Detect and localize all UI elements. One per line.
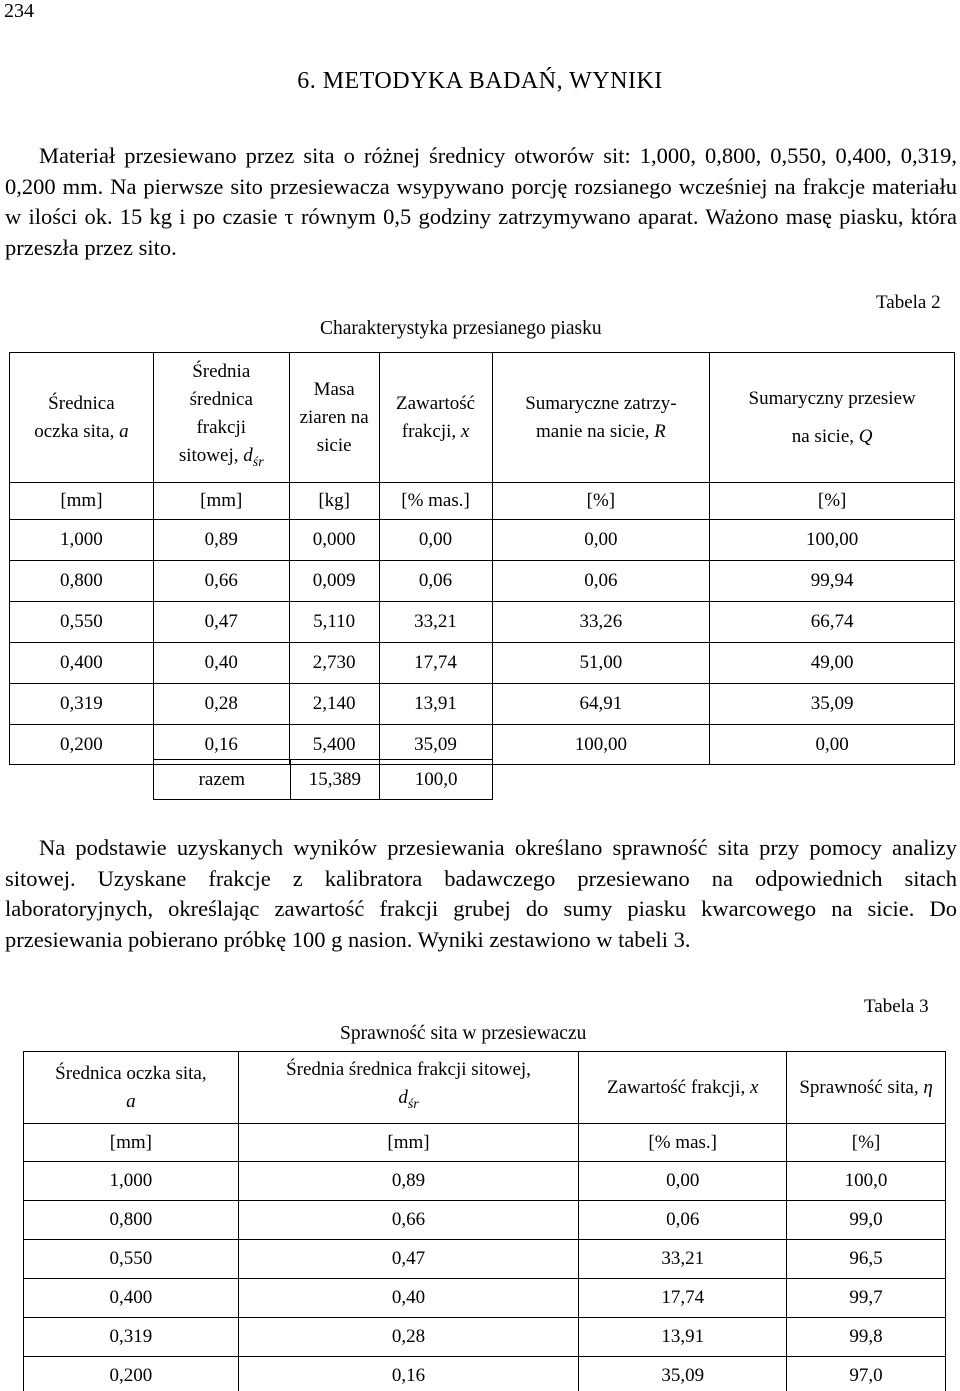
t2-cell: 33,26 [492,602,710,643]
table-3-header-row [24,1052,946,1124]
t2-cell: 2,730 [289,643,379,684]
t2-cell: 35,09 [710,684,955,725]
t2-cell: 0,16 [153,725,289,765]
t2-cell: 0,800 [10,561,154,602]
t2-cell: 100,00 [710,520,955,561]
t2-header-mean-diameter: Średnia średnica frakcji sitowej, $d_{śr}$ [153,353,289,483]
t3-cell: 1,000 [24,1162,239,1201]
table-3-units-row [24,1124,946,1162]
t3-cell: 33,21 [579,1240,787,1279]
t3-cell: 0,40 [238,1279,579,1318]
t2-cell: 0,40 [153,643,289,684]
paragraph-1 [5,141,957,263]
page-number: 234 [4,0,34,22]
t3-cell: 35,09 [579,1357,787,1391]
table-2 [9,352,955,765]
t3-header-fraction-content: Zawartość frakcji, x [579,1052,787,1124]
t3-cell: 96,5 [787,1240,946,1279]
t3-cell: 17,74 [579,1279,787,1318]
t2-unit: [mm] [153,483,289,520]
table-row [10,643,955,684]
t2-cell: 99,94 [710,561,955,602]
paragraph-2-text: Na podstawie uzyskanych wyników przesiewania określano sprawność sita przy pomocy analizy sitowej. Uzyskane frakcje z kalibratora badawczego przesiewano na odpowiednich sitach laboratoryjnych, określając zawartość frakcji grubej do sumy piasku kwarcowego na sicie. Do przesiewania pobierano próbkę 100 g nasion. Wyniki zestawiono w tabeli 3. [5,835,957,952]
t2-cell: 0,06 [379,561,492,602]
t2-cell: 5,110 [289,602,379,643]
t2-unit: [%] [710,483,955,520]
t2-header-sieve-diameter: Średnica oczka sita, a [10,353,154,483]
table-row [24,1279,946,1318]
t2-cell: 35,09 [379,725,492,765]
t3-header-efficiency: Sprawność sita, η [787,1052,946,1124]
t3-cell: 99,7 [787,1279,946,1318]
table-2-total [153,759,493,800]
t3-unit: [mm] [238,1124,579,1162]
t2-cell: 100,00 [492,725,710,765]
t2-unit: [kg] [289,483,379,520]
t3-cell: 0,200 [24,1357,239,1391]
t2-unit: [% mas.] [379,483,492,520]
t2-cell: 13,91 [379,684,492,725]
t2-header-grain-mass: Masa ziaren na sicie [289,353,379,483]
t2-cell: 0,00 [710,725,955,765]
t3-cell: 0,400 [24,1279,239,1318]
table-2-total-row [154,760,493,800]
t2-cell: 0,319 [10,684,154,725]
t3-cell: 13,91 [579,1318,787,1357]
t2-total-content: 100,0 [380,760,493,800]
table-row [10,520,955,561]
t3-cell: 0,800 [24,1201,239,1240]
t3-header-mean-diameter: Średnia średnica frakcji sitowej, $d_{śr}$ [238,1052,579,1124]
t2-cell: 49,00 [710,643,955,684]
t2-total-label: razem [154,760,291,800]
t2-cell: 51,00 [492,643,710,684]
t3-cell: 100,0 [787,1162,946,1201]
table-3-label: Tabela 3 [864,996,929,1017]
t3-cell: 0,28 [238,1318,579,1357]
table-row [24,1162,946,1201]
t3-cell: 0,00 [579,1162,787,1201]
t2-cell: 0,200 [10,725,154,765]
t2-cell: 0,00 [379,520,492,561]
table-3 [23,1051,946,1391]
t2-cell: 2,140 [289,684,379,725]
table-2-caption: Charakterystyka przesianego piasku [320,318,602,339]
t2-cell: 0,000 [289,520,379,561]
t2-total-mass: 15,389 [290,760,380,800]
t3-unit: [%] [787,1124,946,1162]
t3-cell: 0,319 [24,1318,239,1357]
table-2-units-row [10,483,955,520]
table-3-caption: Sprawność sita w przesiewaczu [340,1023,587,1044]
t2-cell: 0,550 [10,602,154,643]
t3-cell: 99,0 [787,1201,946,1240]
t2-unit: [%] [492,483,710,520]
t2-cell: 66,74 [710,602,955,643]
table-row [10,602,955,643]
t3-unit: [mm] [24,1124,239,1162]
t2-cell: 0,00 [492,520,710,561]
t3-cell: 0,47 [238,1240,579,1279]
t3-header-sieve-diameter: Średnica oczka sita, a [24,1052,239,1124]
t2-header-cumulative-retention: Sumaryczne zatrzy- manie na sicie, R [492,353,710,483]
paragraph-2 [5,833,957,955]
t3-cell: 0,550 [24,1240,239,1279]
table-row [24,1240,946,1279]
t2-cell: 0,89 [153,520,289,561]
t3-cell: 99,8 [787,1318,946,1357]
t2-cell: 5,400 [289,725,379,765]
table-row [24,1357,946,1391]
t2-cell: 64,91 [492,684,710,725]
t2-cell: 0,66 [153,561,289,602]
t3-cell: 97,0 [787,1357,946,1391]
table-row [24,1318,946,1357]
t2-cell: 0,28 [153,684,289,725]
table-row [10,561,955,602]
t3-cell: 0,66 [238,1201,579,1240]
table-row [24,1201,946,1240]
t2-cell: 0,009 [289,561,379,602]
t3-unit: [% mas.] [579,1124,787,1162]
t2-cell: 17,74 [379,643,492,684]
table-2-label: Tabela 2 [876,292,941,313]
t3-cell: 0,89 [238,1162,579,1201]
section-heading: 6. METODYKA BADAŃ, WYNIKI [297,68,663,94]
t2-cell: 0,400 [10,643,154,684]
table-2-header-row [10,353,955,483]
t2-cell: 0,06 [492,561,710,602]
t2-header-cumulative-passing: Sumaryczny przesiew na sicie, Q [710,353,955,483]
t2-header-fraction-content: Zawartość frakcji, x [379,353,492,483]
t2-cell: 33,21 [379,602,492,643]
paragraph-1-text: Materiał przesiewano przez sita o różnej średnicy otworów sit: 1,000, 0,800, 0,550, 0,400, 0,319, 0,200 mm. Na pierwsze sito przesiewacza wsypywano porcję rozsianego wcześniej na frakcje materiału w ilości ok. 15 kg i po czasie τ równym 0,5 godziny zatrzymywano aparat. Ważono masę piasku, która przeszła przez sito. [5,143,957,260]
t3-cell: 0,06 [579,1201,787,1240]
t3-cell: 0,16 [238,1357,579,1391]
t2-unit: [mm] [10,483,154,520]
t2-cell: 1,000 [10,520,154,561]
t2-cell: 0,47 [153,602,289,643]
table-row [10,684,955,725]
